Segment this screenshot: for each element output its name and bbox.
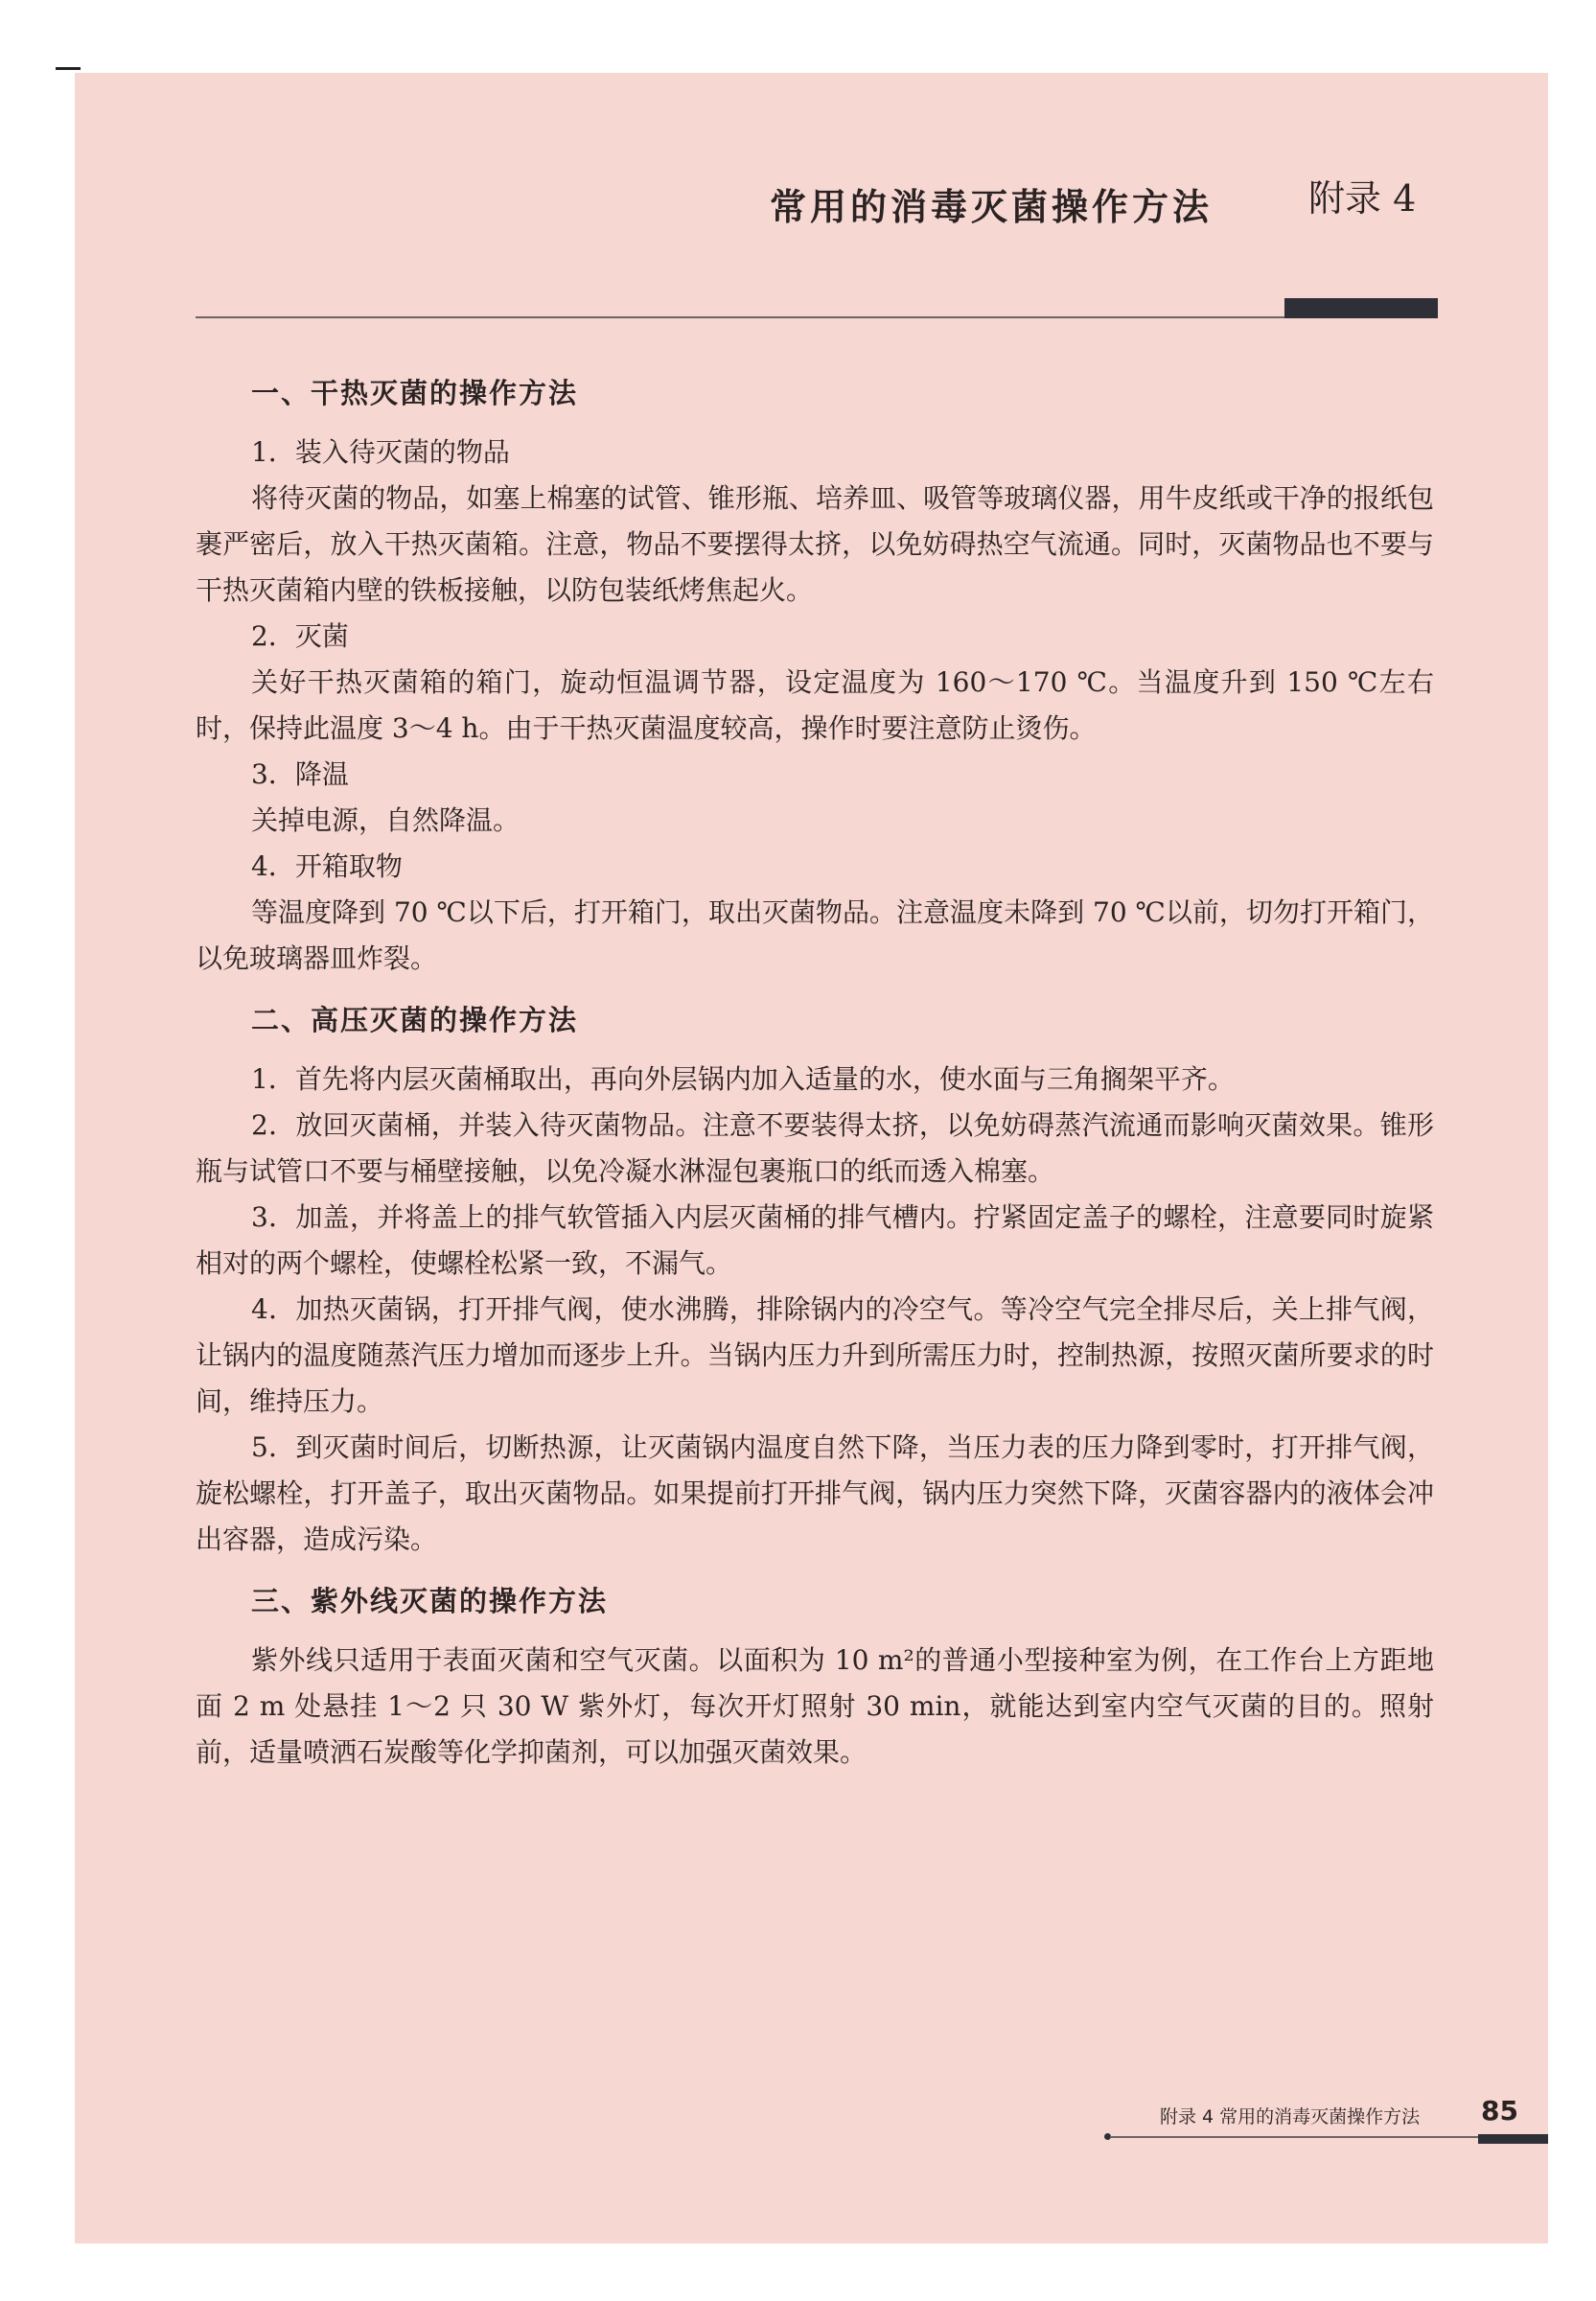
appendix-label: 附录 4 [1308,177,1417,220]
numbered-paragraph: 3．加盖，并将盖上的排气软管插入内层灭菌桶的排气槽内。拧紧固定盖子的螺栓，注意要同时旋紧相对的两个螺栓，使螺栓松紧一致，不漏气。 [196,1201,1434,1279]
item-title: 3．降温 [251,758,349,790]
page-title: 常用的消毒灭菌操作方法 [769,186,1213,228]
item-title: 2．灭菌 [251,620,349,652]
section-heading: 三、紫外线灭菌的操作方法 [251,1585,609,1617]
header-rule [196,316,1437,318]
numbered-paragraph: 4．加热灭菌锅，打开排气阀，使水沸腾，排除锅内的冷空气。等冷空气完全排尽后，关上排气阀，让锅内的温度随蒸汽压力增加而逐步上升。当锅内压力升到所需压力时，控制热源，按照灭菌所要求的时间，维持压力。 [196,1293,1434,1417]
paragraph: 关好干热灭菌箱的箱门，旋动恒温调节器，设定温度为 160～170 ℃。当温度升到 150 ℃左右时，保持此温度 3～4 h。由于干热灭菌温度较高，操作时要注意防止烫伤。 [196,666,1434,744]
footer-rule [1110,2136,1478,2138]
footer-accent-bar [1478,2134,1548,2144]
crop-mark [56,67,81,70]
section-autoclave [196,999,1434,1563]
section-dry-heat [196,372,1434,982]
section-uv [196,1580,1434,1776]
main-content [196,372,1434,1776]
numbered-paragraph: 1．首先将内层灭菌桶取出，再向外层锅内加入适量的水，使水面与三角搁架平齐。 [251,1063,1235,1095]
numbered-paragraph: 5．到灭菌时间后，切断热源，让灭菌锅内温度自然下降，当压力表的压力降到零时，打开排气阀，旋松螺栓，打开盖子，取出灭菌物品。如果提前打开排气阀，锅内压力突然下降，灭菌容器内的液体会冲出容器，造成污染。 [196,1431,1434,1555]
paragraph: 等温度降到 70 ℃以下后，打开箱门，取出灭菌物品。注意温度未降到 70 ℃以前，切勿打开箱门，以免玻璃器皿炸裂。 [196,896,1434,974]
paragraph: 紫外线只适用于表面灭菌和空气灭菌。以面积为 10 m²的普通小型接种室为例，在工作台上方距地面 2 m 处悬挂 1～2 只 30 W 紫外灯，每次开灯照射 30 min，就能达到室内空气灭菌的目的。照射前，适量喷洒石炭酸等化学抑菌剂，可以加强灭菌效果。 [196,1644,1434,1768]
header-accent-block [1284,298,1438,318]
paragraph: 将待灭菌的物品，如塞上棉塞的试管、锥形瓶、培养皿、吸管等玻璃仪器，用牛皮纸或干净的报纸包裹严密后，放入干热灭菌箱。注意，物品不要摆得太挤，以免妨碍热空气流通。同时，灭菌物品也不要与干热灭菌箱内壁的铁板接触，以防包装纸烤焦起火。 [196,482,1434,606]
section-heading: 二、高压灭菌的操作方法 [251,1004,579,1036]
numbered-paragraph: 2．放回灭菌桶，并装入待灭菌物品。注意不要装得太挤，以免妨碍蒸汽流通而影响灭菌效果。锥形瓶与试管口不要与桶壁接触，以免冷凝水淋湿包裹瓶口的纸而透入棉塞。 [196,1109,1434,1187]
paragraph: 关掉电源，自然降温。 [251,804,520,836]
item-title: 1．装入待灭菌的物品 [251,436,510,468]
page-number: 85 [1481,2095,1518,2127]
item-title: 4．开箱取物 [251,850,403,882]
footer-running-title: 附录 4 常用的消毒灭菌操作方法 [1160,2106,1421,2127]
section-heading: 一、干热灭菌的操作方法 [251,377,579,409]
